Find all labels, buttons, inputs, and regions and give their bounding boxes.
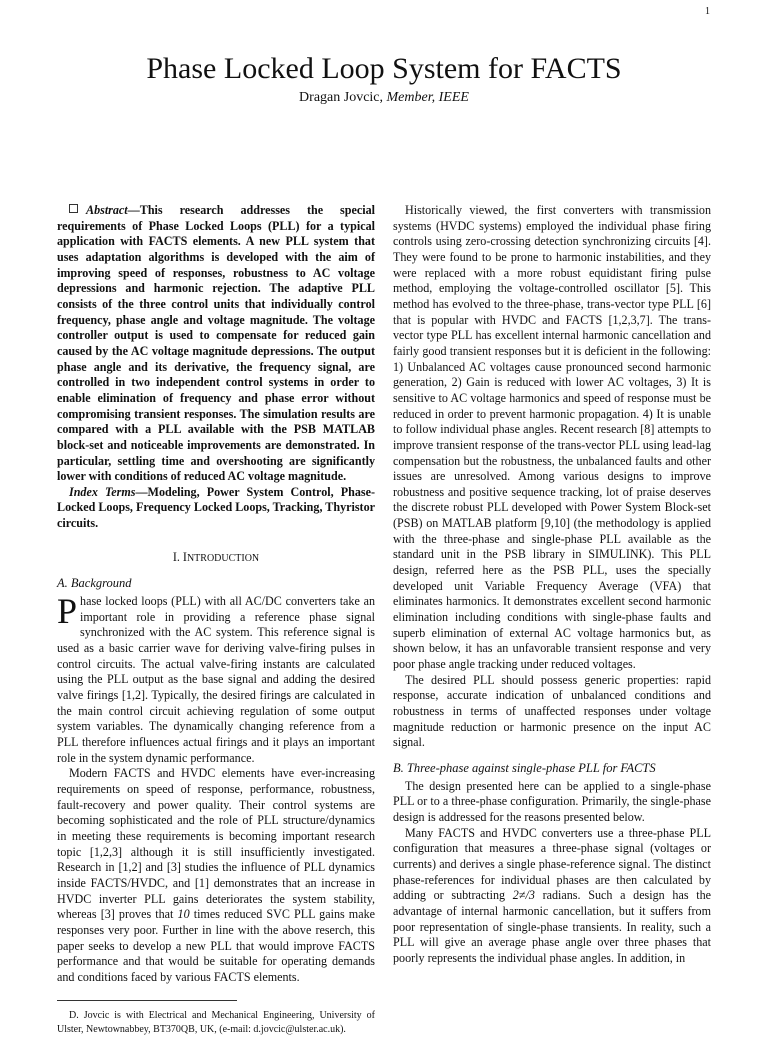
subsection-heading-background: A. Background: [57, 576, 132, 591]
paragraph-text: Modern FACTS and HVDC elements have ever-increasing requirements on speed of response, performance, robustness, fault-recovery and power quality. Their control systems are becoming sophisticated and the role of PLL structure/dynamics in meeting these requirements is becoming important research topic [1,2,3] although it is still insufficiently investigated. Research in [1,2] and [3] studies the influence of PLL dynamics inside FACTS/HVDC, and [1] demonstrates that an increase in HVDC inverter PLL gains deteriorates the system stability, whereas [3] proves that: [57, 766, 375, 922]
subsection-heading-b: B. Three-phase against single-phase PLL for FACTS: [393, 760, 656, 775]
author-name: Dragan Jovcic,: [299, 90, 387, 105]
paragraph-text: radians. Such a design has the advantage of internal harmonic cancellation, but it suffers from poor representation of single-phase transients. In reality, such a PLL will give an average phase angle over three phases that poorly represents the individual phase angles. In addition, in: [393, 888, 711, 965]
index-terms-label: Index Terms: [69, 484, 136, 499]
right-column: [393, 203, 711, 967]
footnote: D. Jovcic is with Electrical and Mechanical Engineering, University of Ulster, Newtownabbey, BT370QB, UK, (e-mail: d.jovcic@ulster.ac.uk).: [57, 1009, 375, 1035]
paragraph-text: Many FACTS and HVDC converters use a three-phase PLL configuration that measures a three-phase signal (voltages or currents) and derives a single phase-reference signal. The distinct phase-references for individual phases are then calculated by adding or subtracting: [393, 825, 711, 903]
paper-title: Phase Locked Loop System for FACTS: [146, 52, 622, 85]
italic-text: 10: [177, 907, 190, 922]
section-heading-introduction: [57, 550, 375, 567]
index-terms: [57, 485, 375, 532]
abstract: [57, 203, 375, 485]
section-rest: NTRODUCTION: [186, 552, 260, 564]
paragraph: [393, 826, 711, 967]
author-line: [0, 90, 768, 106]
section-number: I.: [172, 549, 183, 564]
index-terms-text: —Modeling, Power System Control, Phase-Locked Loops, Frequency Locked Loops, Tracking, Thyristor circuits.: [57, 484, 375, 531]
left-column: [57, 203, 375, 1037]
bookmark-icon: [69, 204, 78, 213]
abstract-label: Abstract: [86, 203, 128, 217]
italic-text: 2≠/3: [512, 888, 535, 903]
paragraph: The desired PLL should possess generic properties: rapid response, accurate indication of unbalanced conditions and robustness in terms of unaffected responses under voltage magnitude reduction or harmonic presence on the input AC signal.: [393, 672, 711, 750]
paragraph: Historically viewed, the first converters with transmission systems (HVDC systems) employed the individual phase firing controls using zero-crossing detection synchronizing circuits [4]. They were found to be prone to harmonic instabilities, and they were replaced with a more robust equidistant firing pulse method, employing the voltage-controlled oscillator [5]. This method has evolved to the three-phase, trans-vector type PLL [6] that is popular with HVDC and FACTS [1,2,3,7]. The trans-vector type PLL has excellent internal harmonic cancellation and fairly good transient responses but it is deficient in the following: 1) Unbalanced AC voltages cause pronounced second harmonic generation, 2) Gain is reduced with lower AC voltages, 3) It is sensitive to AC voltage harmonics and speed of response must be reduced in order to prevent harmonic propagation. 4) It is unable to follow individual phase angles. Recent research [8] attempts to improve transient response of the trans-vector PLL using lead-lag compensation but the robustness, the unbalanced faults and other issues are unresolved. Among various designs to improve robustness and positive sequence tracking, lot of praise deserves the discrete robust PLL developed with Power System Block-set (PSB) on MATLAB platform [9,10] (the methodology is applied with the three-phase and single-phase PLL available as the standard unit in the PSB library in SIMULINK). This PLL design, referred here as the PSB PLL, uses the specially developed unit Variable Frequency Average (VFA) that eliminates harmonics. It demonstrates excellent second harmonic elimination including conditions with single-phase faults and superb elimination of external AC voltage harmonics but, as shown below, it has an unfavorable transient response and very poor phase angle tracking under reduced voltages.: [393, 203, 711, 672]
abstract-text: —This research addresses the special requirements of Phase Locked Loops (PLL) for a typical application with FACTS elements. A new PLL system that uses adaptation algorithms is developed with the aim of improving speed of responses, robustness to AC voltage depressions and harmonic rejection. The adaptive PLL consists of the three control units that individually control frequency, phase angle and voltage magnitude. The voltage controller output is used to compensate for reduced gain caused by the AC voltage magnitude depressions. The output phase angle and its derivative, the frequency signal, are controlled in two independent control systems in order to enable elimination of frequency and phase error without compromising transient responses. The simulation results are compared with a PLL available with the PSB MATLAB block-set and noticeable improvements are demonstrated. In particular, settling time and overshooting are significantly lower with conditions of reduced AC voltage magnitude.: [57, 203, 375, 484]
paragraph: [57, 591, 375, 766]
paragraph-text: times reduced SVC PLL gains make responses very poor. Further in line with the above reserch, this paper seeks to develop a new PLL that would improve FACTS performance and that would be suitable for operating demands and conditions faced by various FACTS elements.: [57, 907, 375, 984]
author-role: Member, IEEE: [386, 90, 469, 105]
drop-cap: P: [57, 591, 78, 632]
paragraph: [57, 766, 375, 985]
section-initial: I: [182, 549, 187, 564]
paragraph: The design presented here can be applied to a single-phase PLL or to a three-phase configuration. Primarily, the single-phase design is addressed for the reasons presented below.: [393, 778, 711, 824]
page-number: 1: [705, 6, 710, 17]
footnote-divider: [57, 1000, 237, 1001]
paragraph-text: hase locked loops (PLL) with all AC/DC converters take an important role in providing a reference phase signal synchronized with the AC system. This reference signal is used as a basic carrier wave for deriving valve-firing pulses in control circuits. The actual valve-firing instants are calculated using the PLL output as the base signal and adding the desired valve firings [1,2]. Typically, the desired firings are calculated in the main control circuit achieving regulation of some output system variables. The dynamically changing reference from a PLL therefore influences actual firings and it plays an important role in the system dynamic performance.: [57, 594, 375, 765]
